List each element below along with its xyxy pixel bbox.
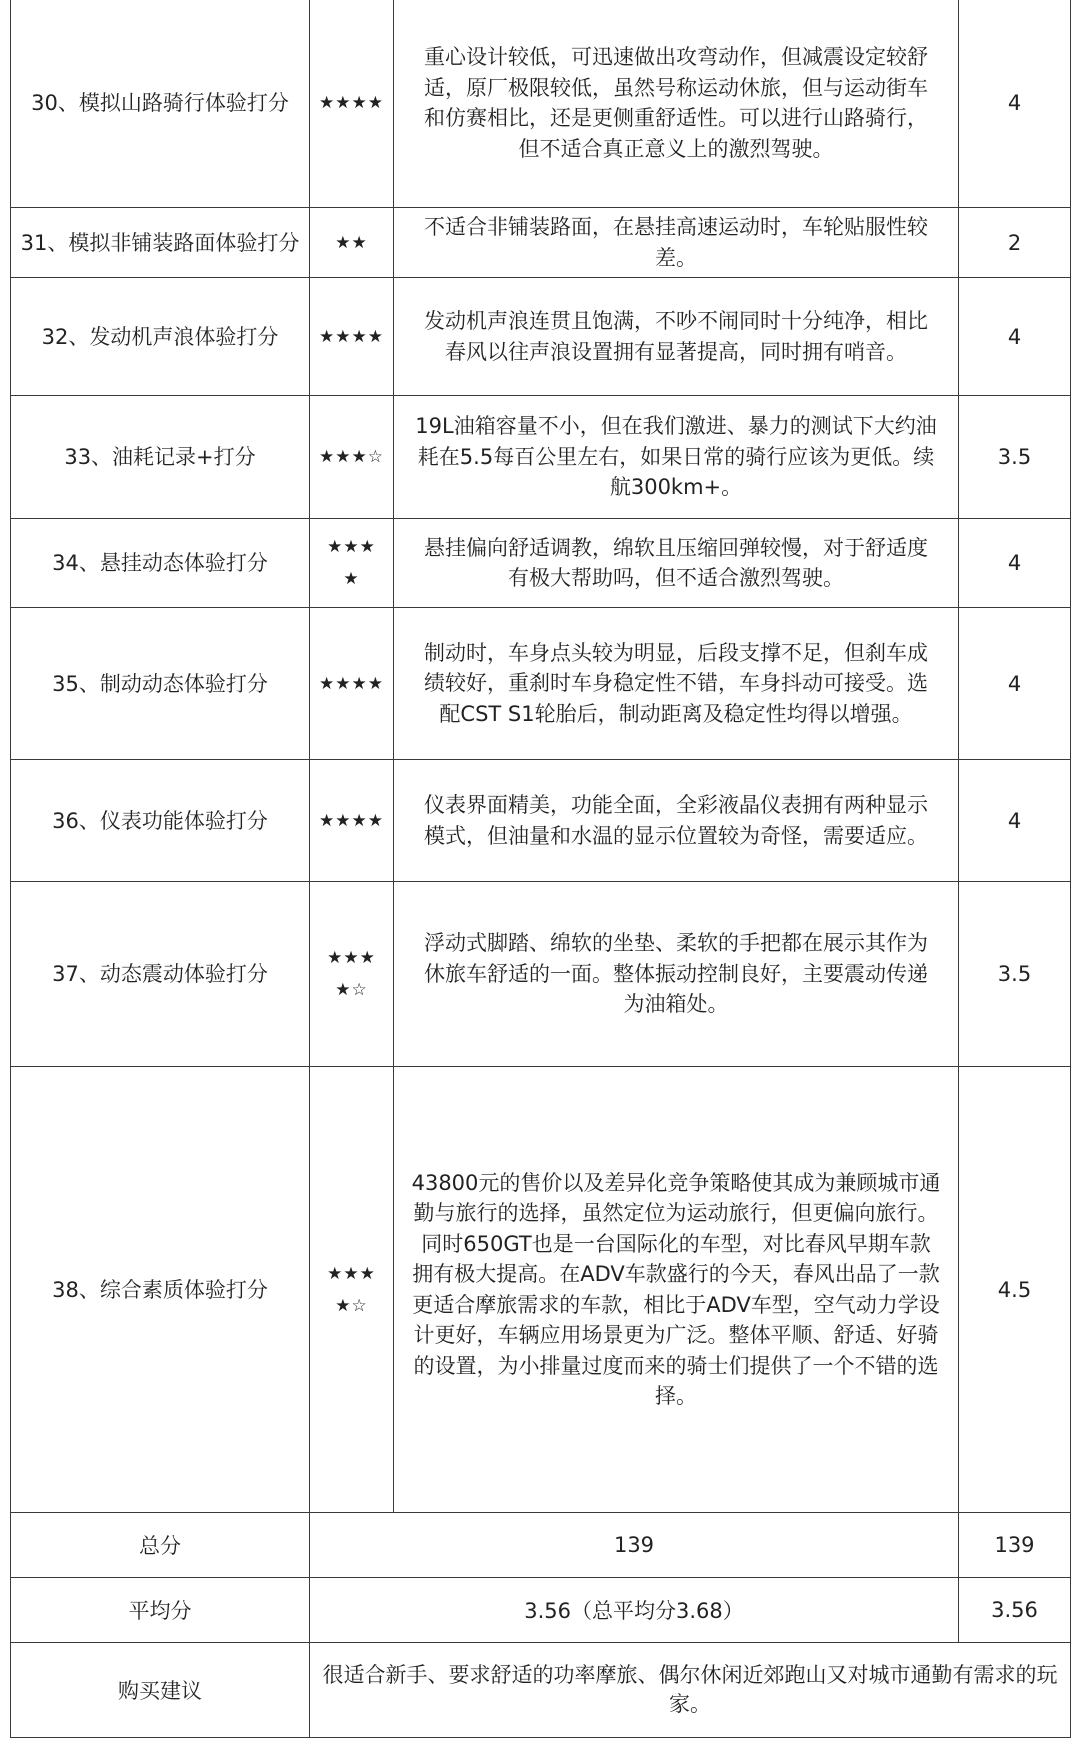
item-name: 32、发动机声浪体验打分 <box>11 278 310 396</box>
table-row <box>11 882 1071 1067</box>
average-value: 3.56（总平均分3.68） <box>310 1578 959 1643</box>
item-score: 4 <box>959 608 1071 760</box>
star-rating: ★★★★ <box>310 519 394 608</box>
item-name: 33、油耗记录+打分 <box>11 396 310 519</box>
star-rating: ★★ <box>310 208 394 278</box>
item-score: 4 <box>959 760 1071 882</box>
description-text: 浮动式脚踏、绵软的坐垫、柔软的手把都在展示其作为休旅车舒适的一面。整体振动控制良好，主要震动传递为油箱处。 <box>424 931 928 1017</box>
item-score: 3.5 <box>959 396 1071 519</box>
total-score: 139 <box>959 1513 1071 1578</box>
description-text: 不适合非铺装路面，在悬挂高速运动时，车轮贴服性较差。 <box>424 215 928 270</box>
table-row <box>11 0 1071 208</box>
description-text: 43800元的售价以及差异化竞争策略使其成为兼顾城市通勤与旅行的选择，虽然定位为运动旅行，但更偏向旅行。同时650GT也是一台国际化的车型，对比春风早期车款拥有极大提高。在ADV车款盛行的今天，春风出品了一款更适合摩旅需求的车款，相比于ADV车型，空气动力学设计更好，车辆应用场景更为广泛。整体平顺、舒适、好骑的设置，为小排量过度而来的骑士们提供了一个不错的选择。 <box>411 1170 941 1408</box>
item-name: 37、动态震动体验打分 <box>11 882 310 1067</box>
star-rating: ★★★★☆ <box>310 882 394 1067</box>
item-description <box>394 278 959 396</box>
star-rating: ★★★★ <box>310 0 394 208</box>
table-row <box>11 760 1071 882</box>
item-description <box>394 882 959 1067</box>
item-name: 35、制动动态体验打分 <box>11 608 310 760</box>
average-label: 平均分 <box>11 1578 310 1643</box>
average-score: 3.56 <box>959 1578 1071 1643</box>
item-score: 4 <box>959 519 1071 608</box>
star-rating: ★★★☆ <box>310 396 394 519</box>
description-text: 悬挂偏向舒适调教，绵软且压缩回弹较慢，对于舒适度有极大帮助吗，但不适合激烈驾驶。 <box>424 535 928 590</box>
item-score: 4 <box>959 278 1071 396</box>
description-text: 制动时，车身点头较为明显，后段支撑不足，但刹车成绩较好，重刹时车身稳定性不错，车身抖动可接受。选配CST S1轮胎后，制动距离及稳定性均得以增强。 <box>424 640 928 726</box>
item-description <box>394 0 959 208</box>
star-rating: ★★★★ <box>310 608 394 760</box>
description-text: 19L油箱容量不小，但在我们激进、暴力的测试下大约油耗在5.5每百公里左右，如果日常的骑行应该为更低。续航300km+。 <box>415 414 937 500</box>
item-name: 36、仪表功能体验打分 <box>11 760 310 882</box>
item-description <box>394 208 959 278</box>
item-name: 31、模拟非铺装路面体验打分 <box>11 208 310 278</box>
table-row <box>11 1067 1071 1513</box>
item-name: 38、综合素质体验打分 <box>11 1067 310 1513</box>
average-row <box>11 1578 1071 1643</box>
item-description <box>394 608 959 760</box>
item-score: 4.5 <box>959 1067 1071 1513</box>
description-text: 重心设计较低，可迅速做出攻弯动作，但减震设定较舒适，原厂极限较低，虽然号称运动休旅，但与运动街车和仿赛相比，还是更侧重舒适性。可以进行山路骑行，但不适合真正意义上的激烈驾驶。 <box>424 45 928 161</box>
item-description <box>394 1067 959 1513</box>
description-text: 仪表界面精美，功能全面，全彩液晶仪表拥有两种显示模式，但油量和水温的显示位置较为奇怪，需要适应。 <box>424 793 928 848</box>
table-row <box>11 608 1071 760</box>
total-label: 总分 <box>11 1513 310 1578</box>
advice-text: 很适合新手、要求舒适的功率摩旅、偶尔休闲近郊跑山又对城市通勤有需求的玩家。 <box>310 1643 1071 1738</box>
table-row <box>11 396 1071 519</box>
advice-row <box>11 1643 1071 1738</box>
review-score-table <box>10 0 1071 1738</box>
star-rating: ★★★★ <box>310 760 394 882</box>
item-score: 3.5 <box>959 882 1071 1067</box>
star-rating: ★★★★ <box>310 278 394 396</box>
item-name: 30、模拟山路骑行体验打分 <box>11 0 310 208</box>
table-row <box>11 208 1071 278</box>
item-name: 34、悬挂动态体验打分 <box>11 519 310 608</box>
item-score: 2 <box>959 208 1071 278</box>
item-description <box>394 760 959 882</box>
item-description <box>394 396 959 519</box>
table-row <box>11 519 1071 608</box>
advice-label: 购买建议 <box>11 1643 310 1738</box>
total-value: 139 <box>310 1513 959 1578</box>
total-row <box>11 1513 1071 1578</box>
description-text: 发动机声浪连贯且饱满，不吵不闹同时十分纯净，相比春风以往声浪设置拥有显著提高，同时拥有哨音。 <box>424 309 928 364</box>
table-row <box>11 278 1071 396</box>
item-description <box>394 519 959 608</box>
star-rating: ★★★★☆ <box>310 1067 394 1513</box>
item-score: 4 <box>959 0 1071 208</box>
